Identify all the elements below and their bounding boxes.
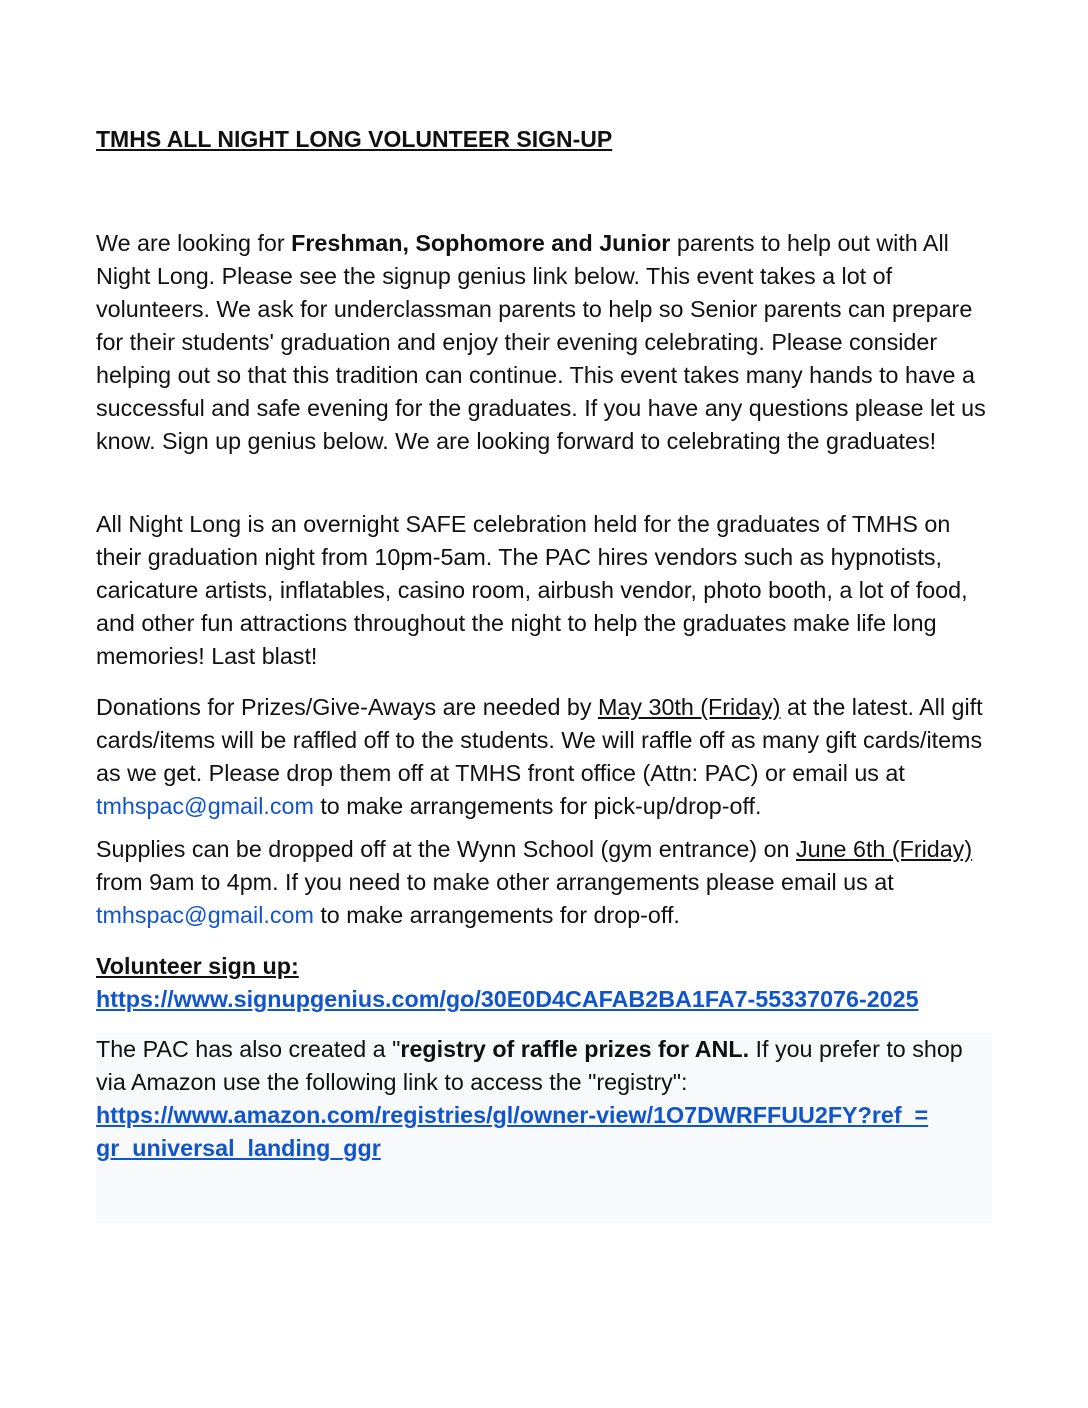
event-description-paragraph: All Night Long is an overnight SAFE celebration held for the graduates of TMHS on their graduation night from 10pm-5am. The PAC hires vendors such as hypnotists, caricature artists, inflatables, casino room, airbush vendor, photo booth, a lot of food, and other fun attractions throughout the night to help the graduates make life long memories! Last blast! [96, 511, 968, 669]
amazon-link-line-2: gr_universal_landing_ggr [96, 1135, 381, 1161]
supplies-text-c: to make arrangements for drop-off. [313, 902, 680, 928]
intro-text-a: We are looking for [96, 230, 292, 256]
amazon-link-line-1: https://www.amazon.com/registries/gl/owner-view/1O7DWRFFUU2FY?ref_= [96, 1102, 929, 1128]
amazon-registry-link[interactable] [96, 1102, 928, 1161]
registry-paragraph [96, 1033, 996, 1165]
donations-email-link[interactable]: tmhspac@gmail.com [96, 793, 314, 819]
supplies-email-link[interactable]: tmhspac@gmail.com [96, 902, 314, 928]
supplies-paragraph [96, 833, 996, 932]
donations-text-a: Donations for Prizes/Give-Aways are needed by [96, 694, 598, 720]
intro-text-b: parents to help out with All Night Long. Please see the signup genius link below. This event takes a lot of volunteers. We ask for underclassman parents to help so Senior parents can prepare for their students' graduation and enjoy their evening celebrating. Please consider helping out so that this tradition can continue. This event takes many hands to have a successful and safe evening for the graduates. If you have any questions please let us know. Sign up genius below. We are looking forward to celebrating the graduates! [96, 230, 986, 454]
donations-text-c: to make arrangements for pick-up/drop-off. [313, 793, 762, 819]
registry-bold-text: registry of raffle prizes for ANL. [400, 1036, 750, 1062]
registry-text-a: The PAC has also created a " [96, 1036, 401, 1062]
supplies-date: June 6th (Friday) [796, 836, 973, 862]
page-title: TMHS ALL NIGHT LONG VOLUNTEER SIGN-UP [96, 126, 613, 152]
donations-deadline: May 30th (Friday) [598, 694, 781, 720]
intro-paragraph [96, 227, 996, 458]
volunteer-signup-section [96, 950, 996, 1016]
supplies-text-a: Supplies can be dropped off at the Wynn School (gym entrance) on [96, 836, 796, 862]
registry-text-b: If you prefer to shop via Amazon use the following link to access the "registry": [96, 1036, 963, 1095]
supplies-text-b: from 9am to 4pm. If you need to make other arrangements please email us at [96, 869, 894, 895]
signupgenius-link[interactable]: https://www.signupgenius.com/go/30E0D4CAFAB2BA1FA7-55337076-2025 [96, 986, 919, 1012]
intro-bold-grades: Freshman, Sophomore and Junior [291, 230, 671, 256]
donations-text-b: at the latest. All gift cards/items will be raffled off to the students. We will raffle off as many gift cards/items as we get. Please drop them off at TMHS front office (Attn: PAC) or email us at [96, 694, 983, 786]
donations-paragraph [96, 691, 996, 823]
volunteer-signup-label: Volunteer sign up: [96, 953, 299, 979]
